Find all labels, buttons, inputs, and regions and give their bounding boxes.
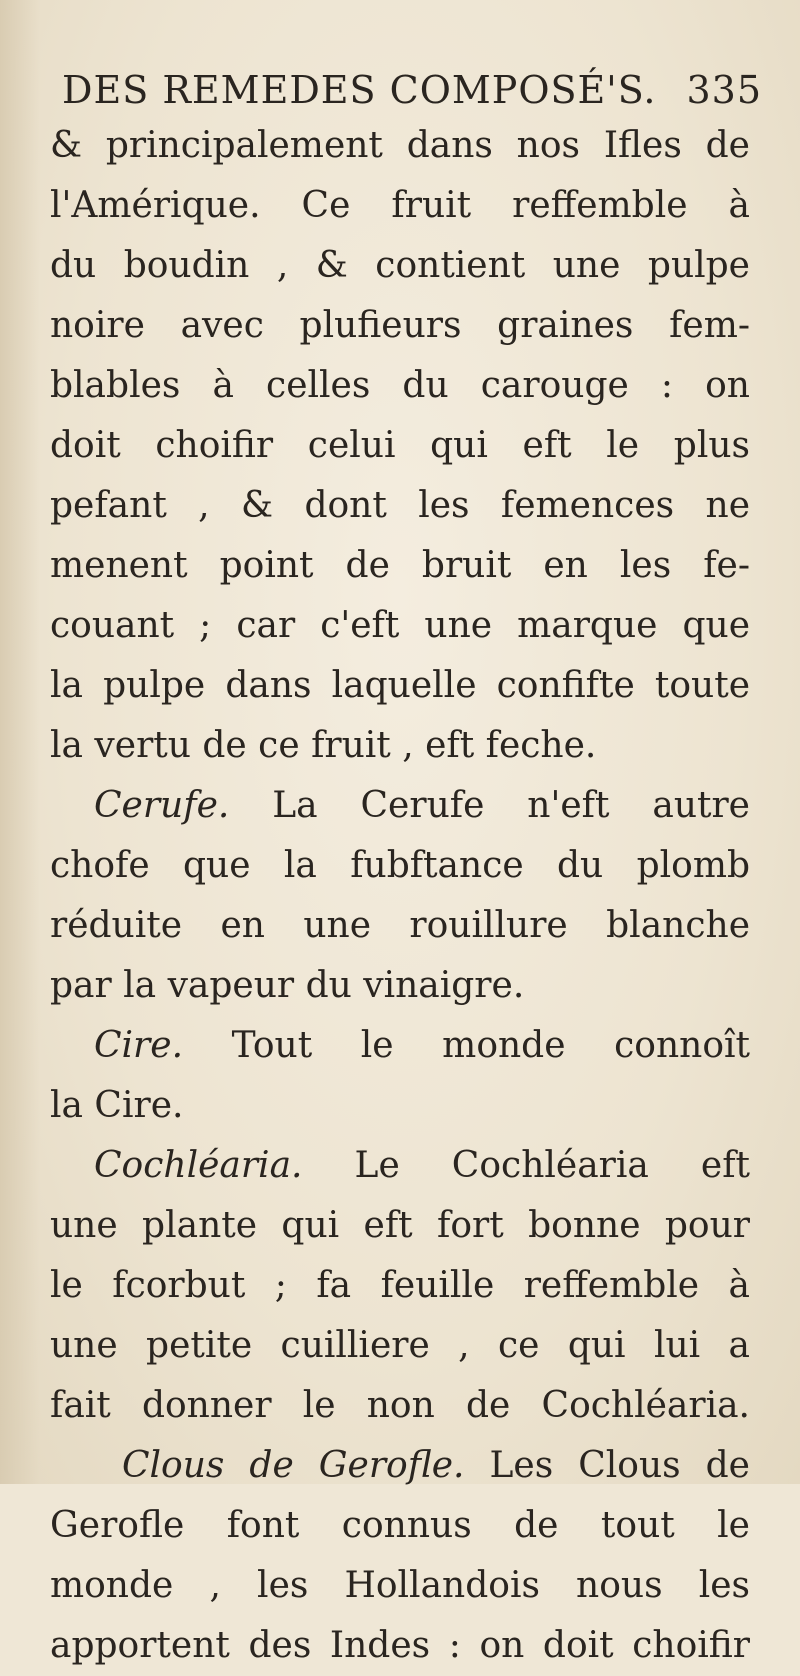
entry-term: Cire. [94, 1025, 184, 1066]
page-gutter-shadow [0, 0, 40, 1484]
text-line: l'Amérique. Ce fruit reffemble à [50, 185, 750, 226]
text-line: par la vapeur du vinaigre. [50, 965, 525, 1006]
running-header [62, 68, 762, 112]
entry-line: Clous de Gerofle. Les Clous de [122, 1445, 750, 1486]
text-line: apportent des Indes : on doit choifir [50, 1625, 750, 1666]
text-line: chofe que la fubftance du plomb [50, 845, 750, 886]
text-line: monde , les Hollandois nous les [50, 1565, 750, 1606]
text-line: fait donner le non de Cochléaria. [50, 1385, 750, 1426]
text-line: la vertu de ce fruit , eft feche. [50, 725, 597, 766]
text-line: couant ; car c'eft une marque que [50, 605, 750, 646]
text-line: doit choifir celui qui eft le plus [50, 425, 750, 466]
text-line: une petite cuilliere , ce qui lui a [50, 1325, 750, 1366]
entry-term: Cochléaria. [94, 1145, 303, 1186]
body-text [50, 116, 750, 1676]
text-line: du boudin , & contient une pulpe [50, 245, 750, 286]
entry-term: Clous de Gerofle. [122, 1445, 465, 1486]
text-line: le fcorbut ; fa feuille reffemble à [50, 1265, 750, 1306]
text-line: une plante qui eft fort bonne pour [50, 1205, 750, 1246]
text-line: menent point de bruit en les fe- [50, 545, 750, 586]
text-line: noire avec plufieurs graines fem- [50, 305, 750, 346]
text-line: réduite en une rouillure blanche [50, 905, 750, 946]
text-line: blables à celles du carouge : on [50, 365, 750, 406]
text-line: pefant , & dont les femences ne [50, 485, 750, 526]
text-line: la Cire. [50, 1085, 184, 1126]
entry-term: Cerufe. [94, 785, 230, 826]
text-line: la pulpe dans laquelle confifte toute [50, 665, 750, 706]
page-number: 335 [686, 68, 762, 112]
text-line: Gerofle font connus de tout le [50, 1505, 750, 1546]
entry-line: Cire. Tout le monde connoît [94, 1025, 750, 1066]
entry-line: Cochléaria. Le Cochléaria eft [94, 1145, 750, 1186]
text-line: & principalement dans nos Ifles de [50, 125, 750, 166]
entry-line: Cerufe. La Cerufe n'eft autre [94, 785, 750, 826]
header-title: DES REMEDES COMPOSÉ'S. [62, 68, 657, 112]
